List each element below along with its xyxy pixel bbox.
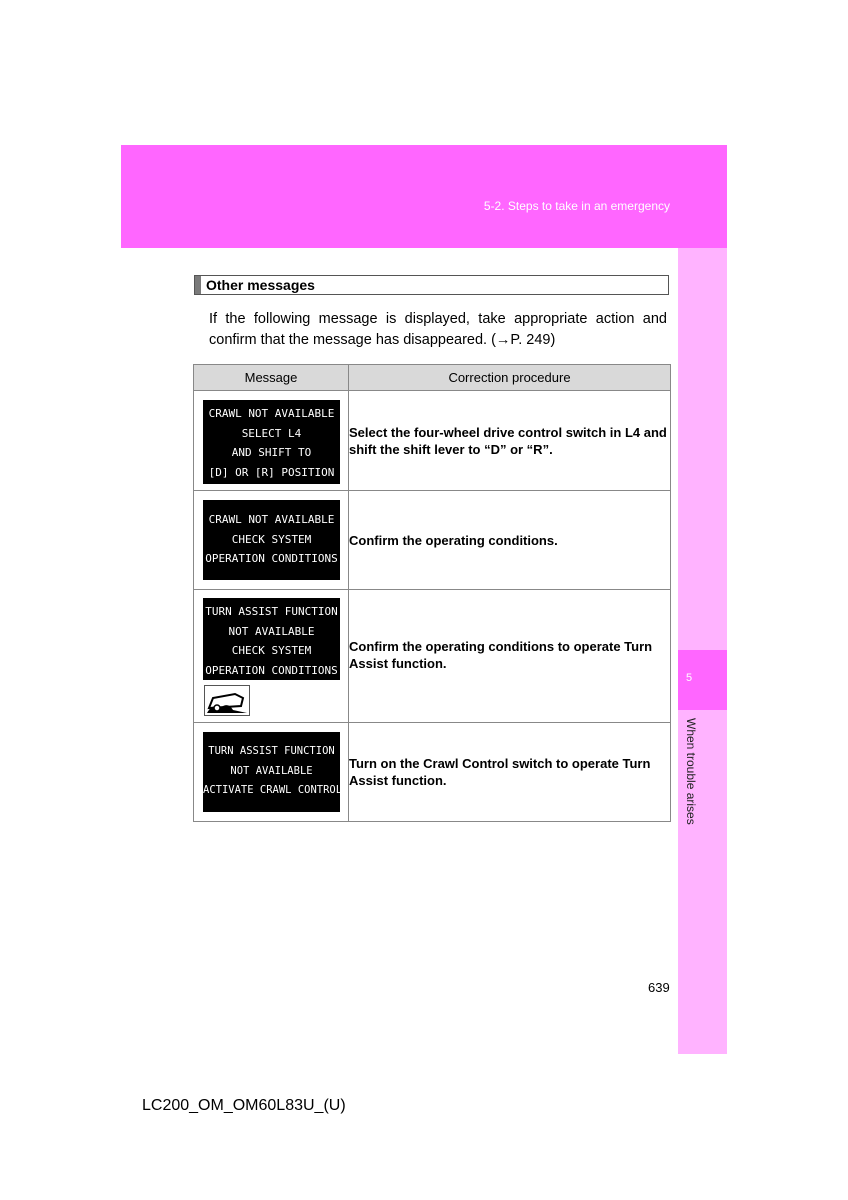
- procedure-cell: Confirm the operating conditions to operate Turn Assist function.: [349, 590, 671, 723]
- screen-line: CHECK SYSTEM: [231, 532, 312, 546]
- screen-line: CRAWL NOT AVAILABLE: [208, 407, 335, 420]
- section-breadcrumb: 5-2. Steps to take in an emergency: [483, 199, 670, 213]
- crawl-control-indicator-icon: [204, 685, 250, 716]
- procedure-cell: Confirm the operating conditions.: [349, 491, 671, 590]
- screen-line: SELECT L4: [241, 426, 302, 440]
- chapter-label: When trouble arises: [684, 718, 698, 825]
- procedure-cell: Select the four-wheel drive control switch in L4 and shift the shift lever to “D” or “R”.: [349, 391, 671, 491]
- message-cell: [194, 491, 349, 590]
- message-cell: [194, 391, 349, 491]
- screen-line: CRAWL NOT AVAILABLE: [208, 513, 335, 526]
- table-row: [194, 491, 671, 590]
- procedure-cell: Turn on the Crawl Control switch to operate Turn Assist function.: [349, 723, 671, 822]
- screen-line: ACTIVATE CRAWL CONTROL: [203, 784, 343, 796]
- section-title: Other messages: [206, 277, 315, 293]
- column-header-message: Message: [194, 365, 349, 391]
- screen-line: [D] OR [R] POSITION: [208, 465, 335, 479]
- table-header-row: [194, 365, 671, 391]
- chapter-number: 5: [686, 672, 693, 684]
- display-screen: [203, 400, 340, 484]
- table-row: [194, 590, 671, 723]
- section-heading-bar: [195, 276, 201, 294]
- screen-line: NOT AVAILABLE: [230, 764, 313, 777]
- screen-line: TURN ASSIST FUNCTION: [208, 745, 335, 757]
- screen-line: OPERATION CONDITIONS: [205, 663, 338, 677]
- display-screen: [203, 500, 340, 580]
- column-header-procedure: Correction procedure: [349, 365, 671, 391]
- header-band: [121, 145, 727, 248]
- table-row: [194, 723, 671, 822]
- screen-line: OPERATION CONDITIONS: [205, 552, 338, 565]
- message-cell: [194, 590, 349, 723]
- document-code: LC200_OM_OM60L83U_(U): [142, 1097, 346, 1114]
- screen-line: AND SHIFT TO: [231, 446, 312, 459]
- display-screen: [203, 598, 340, 680]
- intro-paragraph: If the following message is displayed, take appropriate action and confirm that the message has disappeared. (→P. 249): [209, 311, 667, 348]
- screen-line: NOT AVAILABLE: [228, 624, 315, 638]
- message-cell: [194, 723, 349, 822]
- display-screen: [203, 732, 343, 812]
- page-number: 639: [648, 980, 670, 995]
- screen-line: CHECK SYSTEM: [231, 644, 312, 657]
- table-row: [194, 391, 671, 491]
- screen-line: TURN ASSIST FUNCTION: [205, 605, 338, 618]
- section-heading: [194, 275, 669, 295]
- message-table: [193, 364, 671, 822]
